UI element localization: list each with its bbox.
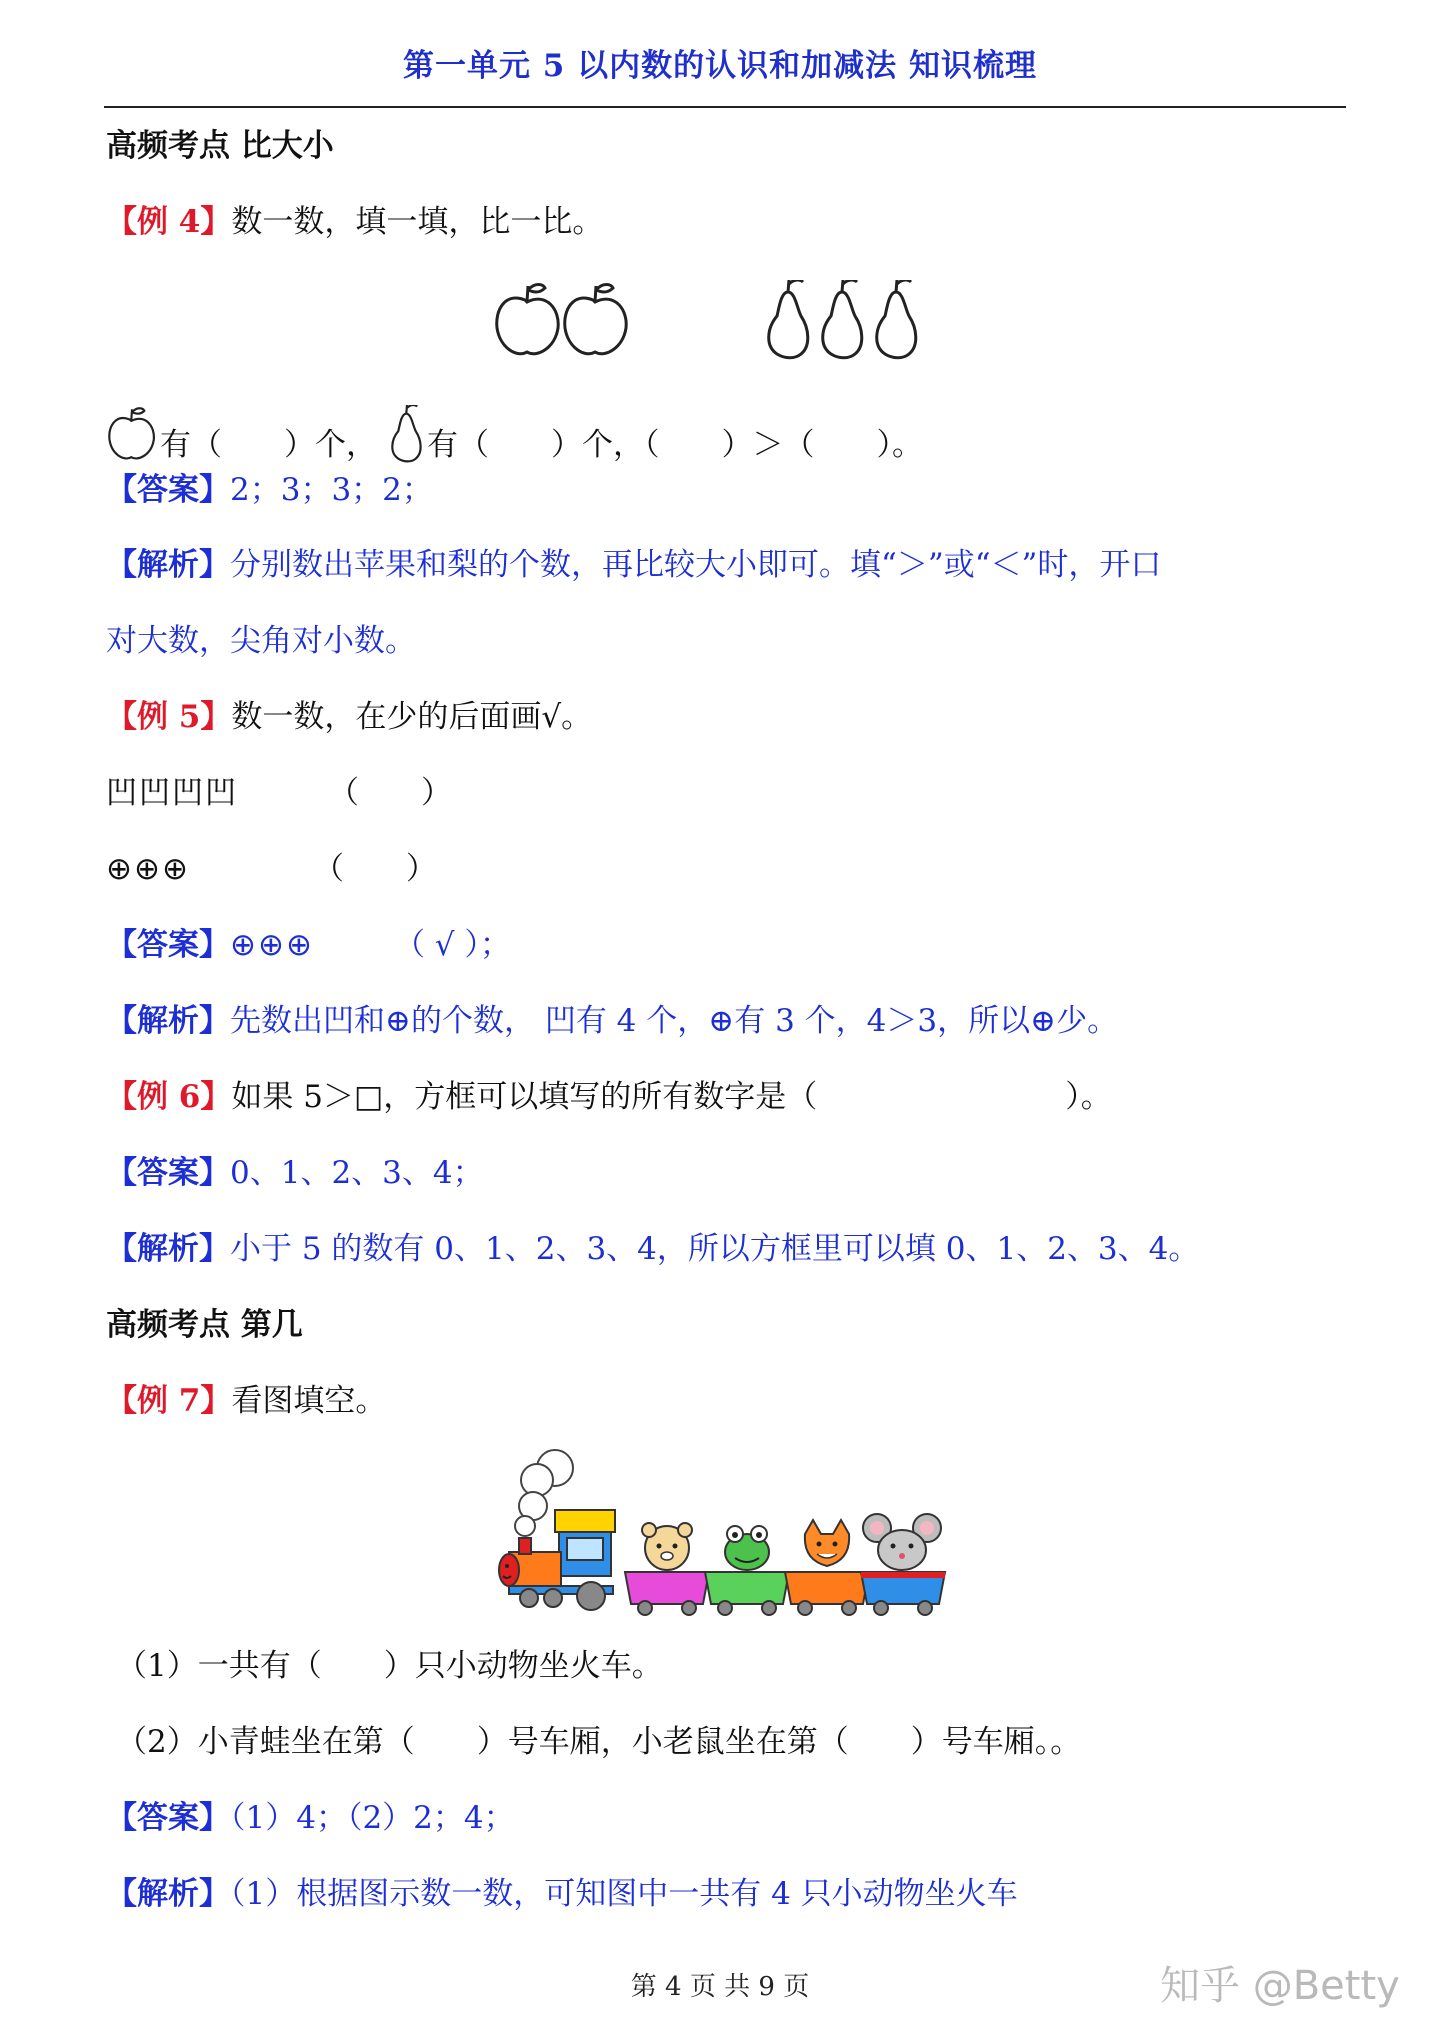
analysis-tag: 【解析】 [106,1231,230,1267]
example-4-analysis-cont: 对大数，尖角对小数。 [106,623,416,659]
example-7-question [106,1381,386,1421]
analysis-text: 分别数出苹果和梨的个数，再比较大小即可。填“＞”或“＜”时，开口 [230,547,1162,583]
example-4-prompt: 数一数，填一填，比一比。 [231,204,604,240]
example-7-question-2: （2）小青蛙坐在第（ ）号车厢，小老鼠坐在第（ ）号车厢。。 [116,1724,1082,1760]
example-6-question [106,1077,1112,1117]
example-7-tag: 【例 7】 [106,1383,232,1419]
pear-icon [387,405,427,463]
car-2-frog [705,1526,789,1615]
answer-check: （ √ ）； [393,927,511,963]
apple-icon [565,285,626,354]
section-heading-ordinal: 高频考点 第几 [106,1307,303,1343]
example-5-analysis [106,1001,1118,1041]
answer-tag: 【答案】 [106,472,230,508]
answer-symbols: ⊕⊕⊕ [230,927,314,963]
row-2-blank: （ ） [312,851,437,887]
example-5-tag: 【例 5】 [106,699,232,735]
example-7-analysis [106,1874,1018,1914]
analysis-text: 先数出凹和⊕的个数， 凹有 4 个，⊕有 3 个，4＞3，所以⊕少。 [230,1003,1119,1039]
answer-text: 0、1、2、3、4； [230,1155,484,1191]
example-5-question [106,697,592,737]
answer-tag: 【答案】 [106,1800,230,1836]
answer-tag: 【答案】 [106,1155,230,1191]
car-3-fox [785,1520,869,1615]
title-divider [104,106,1346,108]
example-6-tag: 【例 6】 [106,1079,232,1115]
example-5-prompt: 数一数，在少的后面画√。 [231,699,593,735]
pear-count-blank: 有（ ）个，（ ）＞（ ）。 [427,427,923,463]
apple-count-blank: 有（ ）个， [160,427,377,463]
answer-text: （1）4；（2）2；4； [230,1800,515,1836]
answer-tag: 【答案】 [106,927,230,963]
apple-icon [104,405,160,463]
row-1-blank: （ ） [328,775,452,811]
analysis-tag: 【解析】 [106,1876,230,1912]
example-6-answer [106,1153,484,1193]
example-7-answer [106,1798,515,1838]
pear-icon [877,280,916,358]
car-1-bear [625,1523,709,1615]
analysis-text: （1）根据图示数一数，可知图中一共有 4 只小动物坐火车 [230,1876,1018,1912]
pear-icon [823,280,862,358]
example-4-answer [106,470,433,510]
analysis-tag: 【解析】 [106,1003,230,1039]
car-4-mouse [861,1514,945,1615]
apple-icon [497,285,558,354]
circle-plus-symbols: ⊕⊕⊕ [106,851,190,887]
example-5-row-1 [106,773,452,813]
example-5-row-2 [106,849,437,889]
square-symbols: 凹凹凹凹 [106,775,238,811]
example-4-question [106,202,603,242]
analysis-text: 小于 5 的数有 0、1、2、3、4，所以方框里可以填 0、1、2、3、4。 [230,1231,1200,1267]
page-number: 第 4 页 共 9 页 [630,1972,810,2002]
example-7-question-1: （1）一共有（ ）只小动物坐火车。 [116,1648,663,1684]
example-6-analysis [106,1229,1199,1269]
section-heading-compare: 高频考点 比大小 [106,128,334,164]
example-6-prompt: 如果 5＞□，方框可以填写的所有数字是（ ）。 [231,1079,1112,1115]
apples-pears-figure [495,280,975,360]
pear-icon [769,280,808,358]
answer-text: 2；3；3；2； [230,472,433,508]
animal-train-figure [495,1448,955,1618]
example-4-fill-line [104,405,923,465]
example-4-tag: 【例 4】 [106,204,232,240]
analysis-tag: 【解析】 [106,547,230,583]
example-5-answer [106,925,511,965]
example-4-analysis [106,545,1161,585]
page-title: 第一单元 5 以内数的认识和加减法 知识梳理 [403,48,1037,84]
watermark: 知乎 @Betty [1160,1963,1400,2009]
example-7-prompt: 看图填空。 [231,1383,387,1419]
